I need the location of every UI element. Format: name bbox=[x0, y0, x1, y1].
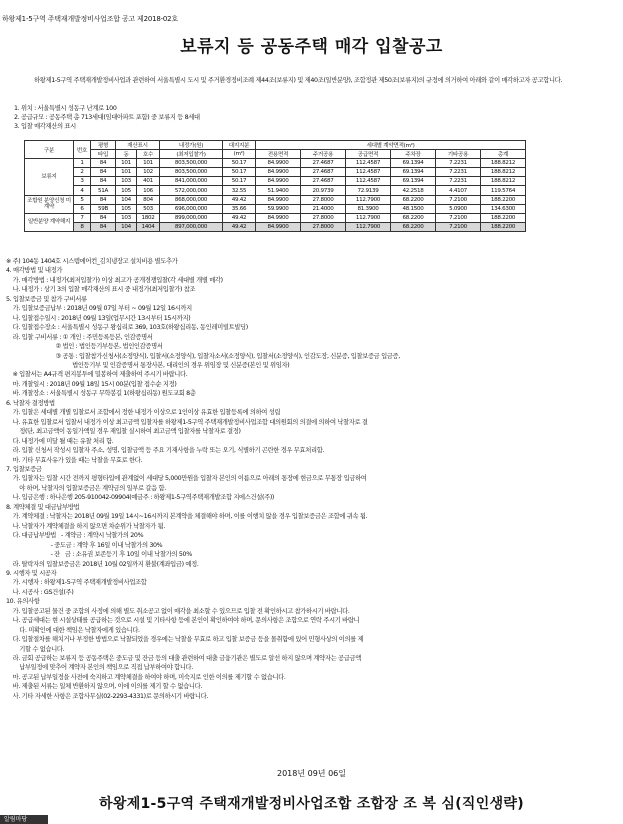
bottom-tab[interactable]: 알림마당 bbox=[0, 815, 48, 824]
table-cell: 50.17 bbox=[223, 159, 256, 168]
table-cell: 68.2200 bbox=[391, 195, 436, 204]
body-line: 야 하며, 낙찰자의 입찰보증금은 계약금의 일부로 갈음 함. bbox=[6, 484, 166, 492]
table-cell: 503 bbox=[137, 204, 160, 213]
table-cell: 7 bbox=[74, 213, 91, 222]
table-cell: 112.4587 bbox=[346, 177, 391, 186]
body-line: 4. 매각방법 및 내정가 bbox=[6, 267, 63, 275]
table-cell: 84 bbox=[91, 213, 116, 222]
table-cell: 69.1394 bbox=[391, 177, 436, 186]
table-cell: 49.42 bbox=[223, 213, 256, 222]
table-cell: 572,000,000 bbox=[160, 186, 223, 195]
body-line: 나. 유효한 입찰로서 입찰서 내정가 이상 최고금액 입찰자를 하왕제1-5구역 주택재개발정비사업조합 대의원회의 의결에 의하여 낙찰자로 결 bbox=[6, 418, 368, 426]
body-line: 7. 입찰보증금 bbox=[6, 465, 42, 473]
body-line: 나. 내정가 : 상기 3의 입찰 매각재산의 표시 중 내정가(최저입찰가) 참조 bbox=[6, 286, 196, 294]
body-line: 마. 공고된 납부일정을 사전에 숙지하고 계약체결을 하여야 하며, 미숙지로 인한 이의를 제기할 수 없습니다. bbox=[6, 673, 286, 681]
table-cell: 119.5764 bbox=[481, 186, 526, 195]
body-line: 가. 계약체결 : 낙찰자는 2018년 09월 19일 14시~16시까지 본계약을 체결해야 하며, 이를 이행치 않을 경우 입찰보증금은 조합에 귀속 됨. bbox=[6, 513, 368, 521]
table-cell: 7.2100 bbox=[436, 213, 481, 222]
body-line: ② 법인 : 법인등기부등본, 법인인감증명서 bbox=[6, 343, 163, 351]
table-cell: 7.2231 bbox=[436, 159, 481, 168]
table-cell: 27.8000 bbox=[301, 213, 346, 222]
table-cell: 50.17 bbox=[223, 168, 256, 177]
body-line: - 중도금 : 계약 후 16일 이내 낙찰가의 30% bbox=[6, 541, 163, 549]
body-line: 8. 계약체결 및 대금납부방법 bbox=[6, 503, 80, 511]
table-cell: 27.8000 bbox=[301, 195, 346, 204]
table-cell: 112.4587 bbox=[346, 159, 391, 168]
col-header-minbid: (최저입찰가) bbox=[160, 150, 223, 159]
group-label: 일반분양 계약해지 bbox=[25, 213, 74, 231]
table-cell: 27.8000 bbox=[301, 222, 346, 231]
body-line: 가. 입찰보증금납부 : 2018년 09월 07일 부터 ~ 09월 12일 16시까지 bbox=[6, 305, 192, 313]
table-cell: 102 bbox=[137, 168, 160, 177]
table-cell: 803,500,000 bbox=[160, 168, 223, 177]
table-cell: 72.9139 bbox=[346, 186, 391, 195]
table-cell: 1404 bbox=[137, 222, 160, 231]
table-cell: 68.2200 bbox=[391, 213, 436, 222]
body-line: 법인등기부 및 인감증명서 통장사본, 대리인의 경우 위임장 및 신분증(본인 및 위임자) bbox=[6, 361, 290, 369]
table-row bbox=[25, 159, 526, 168]
body-line: 10. 유의사항 bbox=[6, 598, 40, 606]
table-cell: 188.8212 bbox=[481, 177, 526, 186]
body-line: 바. 개찰장소 : 서울특별시 성동구 무학봉길 1(하왕십리동) 원도교회 8층 bbox=[6, 390, 196, 398]
table-cell: 84.9900 bbox=[256, 222, 301, 231]
table-cell: 105 bbox=[116, 186, 137, 195]
table-cell: 81.3900 bbox=[346, 204, 391, 213]
table-cell: 48.1500 bbox=[391, 204, 436, 213]
body-line: 9. 시행자 및 시공자 bbox=[6, 569, 57, 577]
col-header-gonggeup: 공급면적 bbox=[346, 150, 391, 159]
col-header-parking: 주차장 bbox=[391, 150, 436, 159]
body-line: 6. 낙찰자 결정방법 bbox=[6, 399, 55, 407]
col-header-dong: 동 bbox=[116, 150, 137, 159]
body-line: 다. 내정가에 미달 될 때는 유찰 처리 함. bbox=[6, 437, 114, 445]
body-line: 바. 제출된 서류는 일체 반환하지 않으며, 이에 이의를 제기 할 수 없습니다. bbox=[6, 683, 202, 691]
table-cell: 188.2200 bbox=[481, 222, 526, 231]
table-cell: 68.2200 bbox=[391, 222, 436, 231]
table-cell: 27.4687 bbox=[301, 168, 346, 177]
table-row bbox=[25, 204, 526, 213]
table-cell: 49.42 bbox=[223, 222, 256, 231]
table-cell: 7.2100 bbox=[436, 222, 481, 231]
col-header-daeji: 대지지분 bbox=[223, 141, 256, 150]
table-cell: 5.0900 bbox=[436, 204, 481, 213]
col-header-gubun: 구분 bbox=[25, 141, 74, 159]
body-line: 마. 개찰일시 : 2018년 09월 18일 15시 00분(입찰 접수순 지정) bbox=[6, 380, 177, 388]
table-row bbox=[25, 177, 526, 186]
table-cell: 134.6300 bbox=[481, 204, 526, 213]
table-cell: 4.4107 bbox=[436, 186, 481, 195]
notice-number: 하왕제1-5구역 주택재개발정비사업조합 공고 제2018-02호 bbox=[2, 15, 178, 23]
col-header-m2: (m²) bbox=[223, 150, 256, 159]
table-cell: 841,000,000 bbox=[160, 177, 223, 186]
body-line: 나. 시공사 : GS건설(주) bbox=[6, 588, 74, 596]
table-cell: 401 bbox=[137, 177, 160, 186]
table-cell: 4 bbox=[74, 186, 91, 195]
table-cell: 35.66 bbox=[223, 204, 256, 213]
body-line: 다. 미확인에 대한 책임은 낙찰자에게 있습니다. bbox=[6, 626, 140, 634]
col-header-jaesan: 재산표시 bbox=[116, 141, 160, 150]
body-line: 납부일정에 맞추어 계약자 본인의 책임으로 직접 납부하여야 합니다. bbox=[6, 664, 193, 672]
body-line: ※ 주) 104동 1404호 시스템에어컨_김치냉장고 설치비용 별도추가 bbox=[6, 258, 178, 265]
body-line: 나. 낙찰자가 계약체결을 하지 않으면 차순위가 낙찰자가 됨. bbox=[6, 522, 166, 530]
body-line: 가. 입찰공고된 물건 중 조합의 사정에 의해 별도 취소공고 없이 매각을 최소할 수 있으므로 입찰 전 확인하시고 참가하시기 바랍니다. bbox=[6, 607, 350, 615]
table-cell: 1802 bbox=[137, 213, 160, 222]
table-row bbox=[25, 195, 526, 204]
table-row bbox=[25, 186, 526, 195]
table-cell: 32.55 bbox=[223, 186, 256, 195]
table-cell: 899,000,000 bbox=[160, 213, 223, 222]
body-line: 다. 대금납부방법 - 계약금 : 계약시 낙찰가의 20% bbox=[6, 532, 144, 540]
property-table bbox=[24, 140, 526, 232]
body-line: 마. 기타 무효사유가 있을 때는 낙찰을 무효로 한다. bbox=[6, 456, 143, 464]
col-header-gita: 기타공용 bbox=[436, 150, 481, 159]
table-cell: 59B bbox=[91, 204, 116, 213]
body-line: 나. 입금은행 : 하나은행 205-910042-09904(예금주 : 하왕제1-5구역주택재개발조합 지에스건설(주)) bbox=[6, 494, 275, 502]
col-header-type: 타입 bbox=[91, 150, 116, 159]
body-line: 라. 탈락자의 입찰보증금은 2018년 10월 02일까지 환불(계좌입금) 예정. bbox=[6, 560, 199, 568]
table-cell: 868,000,000 bbox=[160, 195, 223, 204]
body-line: 가. 시행자 : 하왕제1-5구역 주택재개발정비사업조합 bbox=[6, 579, 147, 587]
col-header-ho: 호수 bbox=[137, 150, 160, 159]
table-cell: 84.9900 bbox=[256, 195, 301, 204]
item-location: 1. 위치 : 서울특별시 성동구 난계로 100 bbox=[14, 105, 117, 112]
table-cell: 84 bbox=[91, 159, 116, 168]
table-cell: 103 bbox=[116, 177, 137, 186]
table-cell: 59.9900 bbox=[256, 204, 301, 213]
table-cell: 112.7900 bbox=[346, 213, 391, 222]
table-cell: 51A bbox=[91, 186, 116, 195]
table-cell: 188.8212 bbox=[481, 159, 526, 168]
body-line: 다. 입찰절차를 해치거나 부정한 방법으로 낙찰되었을 경우에는 낙찰을 무효로 하고 입찰 보증금 등을 몰취함에 있어 민형사상의 이의를 제 bbox=[6, 636, 364, 644]
col-header-total: 총계 bbox=[481, 150, 526, 159]
table-cell: 101 bbox=[116, 168, 137, 177]
group-label: 조합원 분양신청 미계약 bbox=[25, 195, 74, 213]
col-header-no: 번호 bbox=[74, 141, 91, 159]
table-cell: 84 bbox=[91, 222, 116, 231]
table-cell: 897,000,000 bbox=[160, 222, 223, 231]
table-cell: 804 bbox=[137, 195, 160, 204]
table-cell: 112.7900 bbox=[346, 222, 391, 231]
table-cell: 84.9900 bbox=[256, 168, 301, 177]
table-cell: 42.2518 bbox=[391, 186, 436, 195]
table-row bbox=[25, 213, 526, 222]
table-row bbox=[25, 222, 526, 231]
table-cell: 112.7900 bbox=[346, 195, 391, 204]
body-line: 라. 금회 공급하는 보류지 등 공동주택은 중도금 및 잔금 등의 대출 관련하여 대출 금융기관은 별도로 알선 하지 않으며 계약자는 공급금액 bbox=[6, 655, 361, 663]
item-supply-scale: 2. 공급규모 : 공동주택 총 713세대(임대아파트 포함) 중 보류지 등 8세대 bbox=[14, 114, 200, 121]
table-cell: 1 bbox=[74, 159, 91, 168]
table-cell: 105 bbox=[116, 204, 137, 213]
body-line: 5. 입찰보증금 및 참가 구비서류 bbox=[6, 295, 87, 303]
table-cell: 84.9900 bbox=[256, 213, 301, 222]
table-cell: 84 bbox=[91, 168, 116, 177]
table-cell: 103 bbox=[116, 213, 137, 222]
table-cell: 7.2231 bbox=[436, 168, 481, 177]
table-cell: 3 bbox=[74, 177, 91, 186]
item-property-heading: 3. 입찰 매각재산의 표시 bbox=[14, 123, 76, 130]
col-header-jeonyong: 전용면적 bbox=[256, 150, 301, 159]
table-cell: 112.4587 bbox=[346, 168, 391, 177]
body-line: 사. 기타 자세한 사항은 조합사무실(02-2293-4331)로 문의하시기 바랍니다. bbox=[6, 692, 209, 700]
table-cell: 101 bbox=[116, 159, 137, 168]
table-cell: 803,500,000 bbox=[160, 159, 223, 168]
body-line: ③ 공통 : 입찰참가신청서(소정양식), 입찰서(소정양식), 입찰자소서(소정양식), 입찰서(소정양식), 인감도장, 신분증, 입찰보증금 입금증, bbox=[6, 352, 400, 360]
table-cell: 84 bbox=[91, 195, 116, 204]
table-cell: 104 bbox=[116, 222, 137, 231]
body-line: 나. 입찰접수일시 : 2018년 09월 13일(업무시간 13시부터 15시까지) bbox=[6, 314, 191, 322]
table-cell: 5 bbox=[74, 195, 91, 204]
body-line: 라. 입찰 신청서 작성시 입찰자 주소, 성명, 입찰금액 등 주요 기재사항을 누락 또는 오기, 식별하기 곤란한 경우 무효처리함. bbox=[6, 447, 325, 455]
body-line: ※ 입찰서는 A4규격 편지봉투에 밀봉하여 제출하여 주시기 바랍니다. bbox=[6, 371, 188, 379]
table-cell: 106 bbox=[137, 186, 160, 195]
table-cell: 27.4687 bbox=[301, 159, 346, 168]
body-line: 기할 수 없습니다. bbox=[6, 645, 65, 653]
body-line: 가. 입찰은 세대별 개별 입찰로서 조합에서 정한 내정가 이상으로 1인이상 유효한 입찰등록에 의하여 성립 bbox=[6, 409, 281, 417]
body-line: 나. 공급세대는 현 시설상태를 공급하는 것으로 시설 및 기타사항 등에 본인이 확인하여야 하며, 문의사항은 조합으로 연락 주시기 바랍니 bbox=[6, 617, 360, 625]
table-cell: 696,000,000 bbox=[160, 204, 223, 213]
table-cell: 49.42 bbox=[223, 195, 256, 204]
col-header-naejeong: 내정가(원) bbox=[160, 141, 223, 150]
table-cell: 27.4687 bbox=[301, 177, 346, 186]
table-cell: 21.4000 bbox=[301, 204, 346, 213]
notice-date: 2018년 09년 06일 bbox=[277, 769, 346, 778]
body-line: - 잔 금 : 소유권 보존등기 후 10일 이내 낙찰가의 50% bbox=[6, 551, 192, 559]
table-cell: 20.9739 bbox=[301, 186, 346, 195]
notice-body bbox=[6, 257, 618, 701]
group-label: 보류지 bbox=[25, 159, 74, 195]
table-cell: 188.2200 bbox=[481, 195, 526, 204]
table-cell: 69.1394 bbox=[391, 159, 436, 168]
table-row bbox=[25, 168, 526, 177]
body-line: 다. 입찰접수장소 : 서울특별시 성동구 왕십리로 369, 103호(하왕십리동, 동인레미빌트빌딩) bbox=[6, 324, 248, 332]
table-cell: 188.2200 bbox=[481, 213, 526, 222]
table-cell: 84 bbox=[91, 177, 116, 186]
table-cell: 7.2231 bbox=[436, 177, 481, 186]
table-cell: 84.9900 bbox=[256, 177, 301, 186]
table-cell: 104 bbox=[116, 195, 137, 204]
table-cell: 6 bbox=[74, 204, 91, 213]
col-header-area: 세대별 계약면적(m²) bbox=[256, 141, 526, 150]
table-cell: 51.9400 bbox=[256, 186, 301, 195]
table-cell: 7.2100 bbox=[436, 195, 481, 204]
intro-paragraph: 하왕제1-5구역 주택재개발정비사업과 관련하여 서울특별시 도시 및 주거환경정비조례 제44조(보류지) 및 제40조(일반분양), 조합정관 제50조(보류지)의 규정에 의거하여 아래와 같이 매각하고자 공고합니다. bbox=[34, 77, 563, 84]
col-header-pyeong: 평형 bbox=[91, 141, 116, 150]
body-line: 정(단, 최고금액이 동일가액일 경우 재입찰 실시하여 최고금액 입찰자를 낙찰자로 결정) bbox=[6, 428, 241, 436]
table-cell: 2 bbox=[74, 168, 91, 177]
table-cell: 84.9900 bbox=[256, 159, 301, 168]
body-line: 가. 입찰자는 입찰 시간 전까지 평형타입에 관계없이 세대당 5,000만원을 입찰자 본인의 이름으로 아래의 통장에 현금으로 무통장 입금하여 bbox=[6, 475, 367, 483]
table-cell: 8 bbox=[74, 222, 91, 231]
table-cell: 69.1394 bbox=[391, 168, 436, 177]
table-cell: 101 bbox=[137, 159, 160, 168]
body-line: 가. 매각방법 : 내정가(최저입찰가) 이상 최고가 공개경쟁입찰(각 세대별 개별 매각) bbox=[6, 276, 223, 284]
page-title: 보류지 등 공동주택 매각 입찰공고 bbox=[180, 37, 443, 57]
body-line: 라. 입찰 구비서류 : ① 개인 : 주민등록등본, 인감증명서 bbox=[6, 333, 153, 341]
col-header-jugeo: 주거공용 bbox=[301, 150, 346, 159]
table-cell: 50.17 bbox=[223, 177, 256, 186]
signature-line: 하왕제1-5구역 주택재개발정비사업조합 조합장 조 복 심(직인생략) bbox=[99, 796, 524, 812]
table-cell: 188.8212 bbox=[481, 168, 526, 177]
